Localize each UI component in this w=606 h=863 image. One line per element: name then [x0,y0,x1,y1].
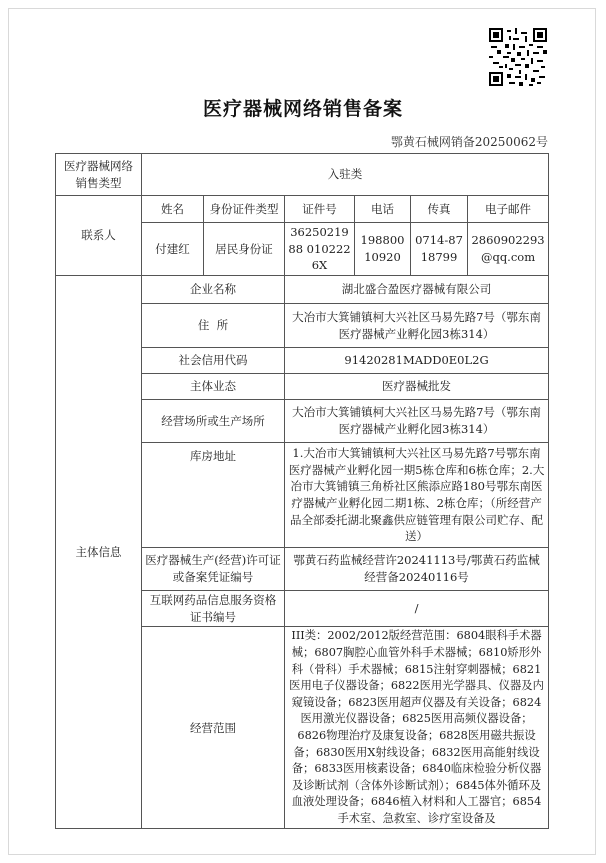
license-label: 医疗器械生产(经营)许可证或备案凭证编号 [142,548,285,591]
premises-value: 大冶市大箕铺镇柯大兴社区马易先路7号（鄂东南医疗器械产业孵化园3栋314） [285,400,549,443]
scope-label: 经营范围 [142,627,285,829]
warehouse-value: 1.大冶市大箕铺镇柯大兴社区马易先路7号鄂东南医疗器械产业孵化园一期5栋仓库和6栋仓库；2.大冶市大箕铺镇三角桥社区熊添应路180号鄂东南医疗器械产业孵化园二期1栋、2栋仓库；（所经营产品全部委托湖北聚鑫供应链管理有限公司贮存、配送） [285,443,549,548]
sales-type-row [56,154,549,196]
address-label: 住 所 [142,304,285,348]
subject-label: 主体信息 [56,276,142,829]
premises-label: 经营场所或生产场所 [142,400,285,443]
internet-cert-label: 互联网药品信息服务资格证书编号 [142,591,285,627]
page-title: 医疗器械网络销售备案 [202,98,403,120]
contact-header-name: 姓名 [142,196,204,223]
contact-id-type: 居民身份证 [204,223,285,276]
internet-cert-value: / [285,591,549,627]
contact-header-id-type: 身份证件类型 [204,196,285,223]
credit-code-label: 社会信用代码 [142,348,285,374]
address-value: 大冶市大箕铺镇柯大兴社区马易先路7号（鄂东南医疗器械产业孵化园3栋314） [285,304,549,348]
record-table [55,153,549,829]
warehouse-label: 库房地址 [142,443,285,548]
contact-header-email: 电子邮件 [468,196,549,223]
company-name-label: 企业名称 [142,276,285,304]
contact-header-phone: 电话 [355,196,411,223]
business-form-label: 主体业态 [142,374,285,400]
contact-phone: 19880010920 [355,223,411,276]
sales-type-value: 入驻类 [142,154,549,196]
contact-email: 2860902293@qq.com [468,223,549,276]
contact-name: 付建红 [142,223,204,276]
license-value: 鄂黄石药监械经营许20241113号/鄂黄石药监械经营备20240116号 [285,548,549,591]
contact-fax: 0714-8718799 [411,223,468,276]
sales-type-label: 医疗器械网络销售类型 [56,154,142,196]
business-form-value: 医疗器械批发 [285,374,549,400]
contact-header-row [56,196,549,223]
contact-header-fax: 传真 [411,196,468,223]
record-number: 鄂黄石械网销备20250062号 [390,135,548,149]
company-name-value: 湖北盛合盈医疗器械有限公司 [285,276,549,304]
contact-label: 联系人 [56,196,142,276]
qr-code-icon [489,28,547,86]
contact-id-number: 3625021988 0102226X [285,223,355,276]
credit-code-value: 91420281MADD0E0L2G [285,348,549,374]
company-name-row [56,276,549,304]
contact-header-id-number: 证件号 [285,196,355,223]
scope-value: III类：2002/2012版经营范围：6804眼科手术器械；6807胸腔心血管外科手术器械；6810矫形外科（骨科）手术器械；6815注射穿刺器械；6821医用电子仪器设备；6822医用光学器具、仪器及内窥镜设备；6823医用超声仪器及有关设备；6824医用激光仪器设备；6825医用高频仪器设备；6826物理治疗及康复设备；6828医用磁共振设备；6830医用X射线设备；6832医用高能射线设备；6833医用核素设备；6840临床检验分析仪器及诊断试剂（含体外诊断试剂）；6845体外循环及血液处理设备；6846植入材料和人工器官；6854手术室、急救室、诊疗室设备及 [285,627,549,829]
